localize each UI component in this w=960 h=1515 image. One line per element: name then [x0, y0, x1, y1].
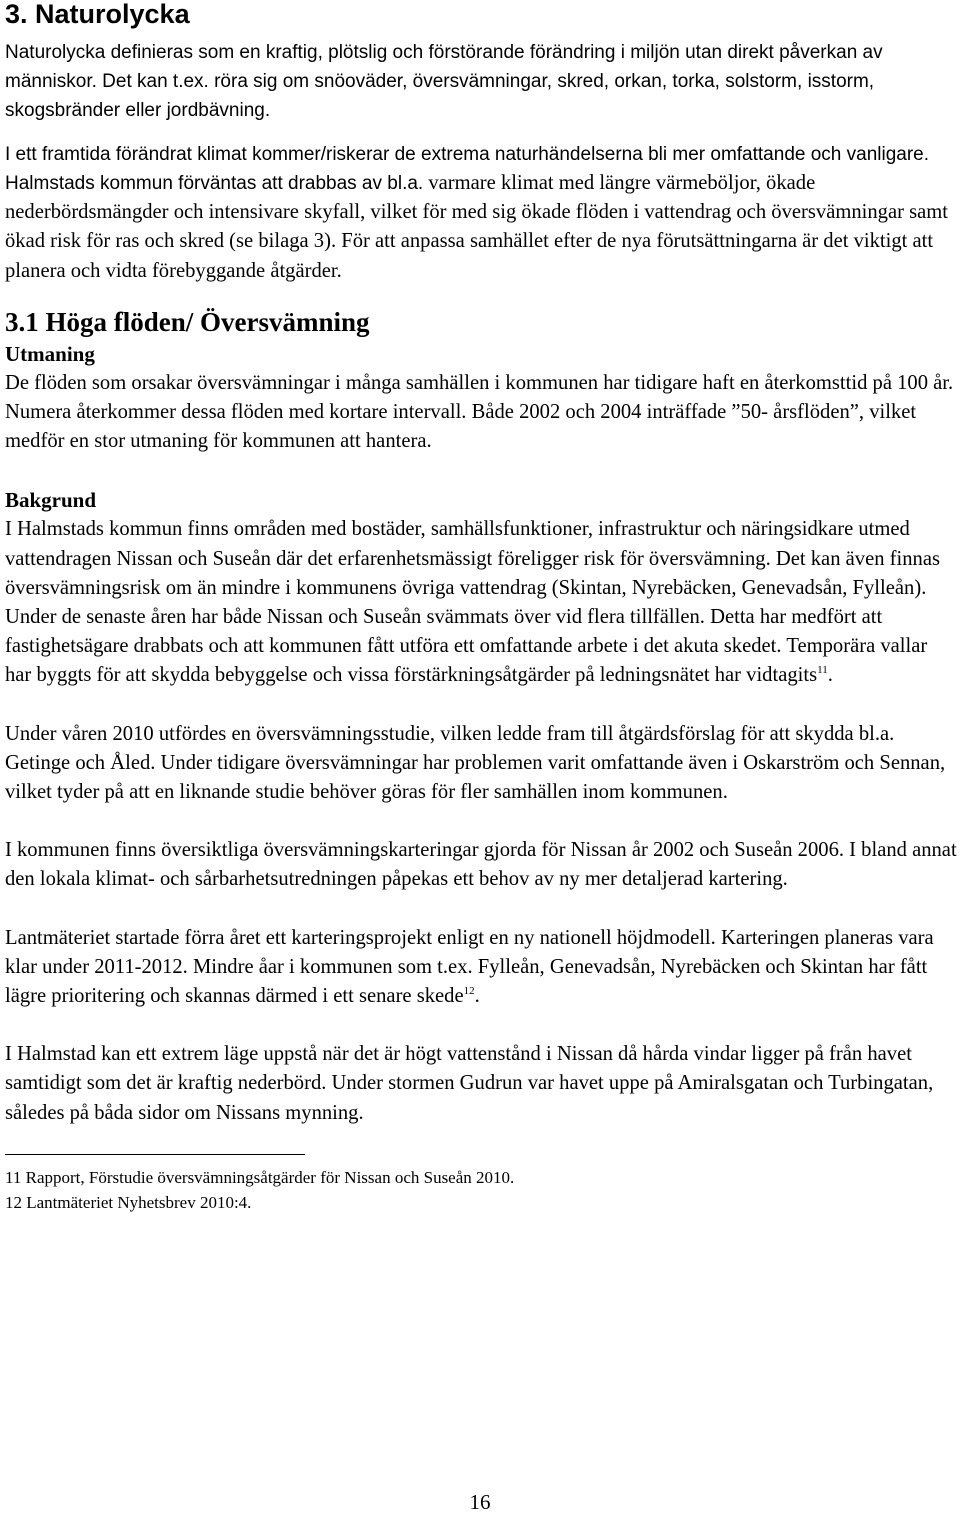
paragraph-lantmateriet-text: Lantmäteriet startade förra året ett karteringsprojekt enligt en ny nationell höjdmodell. Karteringen planeras vara klar under 2011-2012. Mindre åar i kommunen som t.ex. Fylleån, Genevadsån, Nyrebäcken och Skintan har fått lägre prioritering och skannas därmed i ett senare skede: [5, 926, 934, 1008]
footnote-ref-11: 11: [817, 664, 828, 677]
page-number: 16: [469, 1490, 491, 1514]
subheading-utmaning: Utmaning: [5, 341, 95, 366]
paragraph-storm: I Halmstad kan ett extrem läge uppstå när det är högt vattenstånd i Nissan då hårda vindar ligger på från havet samtidigt som det är kraftig nederbörd. Under stormen Gudrun var havet uppe på Amiralsgatan och Turbingatan, således på båda sidor om Nissans mynning.: [5, 1043, 934, 1124]
paragraph-lantmateriet-end: .: [474, 985, 480, 1008]
document-page: [5, 0, 957, 1215]
paragraph-kartering: I kommunen finns översiktliga översvämningskarteringar gjorda för Nissan år 2002 och Suseån 2006. I bland annat den lokala klimat- och sårbarhetsutredningen påpekas ett behov av ny mer detaljerad kartering.: [5, 839, 957, 891]
bakgrund-paragraph-2-text: Under de senaste åren har både Nissan och Suseån svämmats över vid flera tillfällen. Detta har medfört att fastighetsägare drabbats och att kommunen fått utföra ett omfattande arbete i det akuta skedet. Temporära vallar har byggts för att skydda bebyggelse och vissa förstärkningsåtgärder på ledningsnätet har vidtagits: [5, 606, 928, 687]
intro-paragraph-2: [5, 140, 957, 286]
section-heading: 3.1 Höga flöden/ Översvämning: [5, 306, 370, 337]
footnote-ref-12: 12: [463, 985, 475, 998]
bakgrund-paragraph-1: I Halmstads kommun finns områden med bostäder, samhällsfunktioner, infrastruktur och näringsidkare utmed vattendragen Nissan och Suseån där det erfarenhetsmässigt föreligger risk för översvämning. Det kan även finnas översvämningsrisk om än mindre i kommunens övriga vattendrag (Skintan, Nyrebäcken, Genevadsån, Fylleån).: [5, 518, 940, 599]
bakgrund-paragraph-2-end: .: [827, 664, 833, 687]
footnote-11: 11 Rapport, Förstudie översvämningsåtgärder för Nissan och Suseån 2010.: [5, 1167, 515, 1187]
intro-paragraph-2-serif: varmare klimat med längre värmeböljor, ökade nederbördsmängder och intensivare skyfall, vilket för med sig ökade flöden i vattendrag och översvämningar samt ökad risk för ras och skred (se bilaga 3). För att anpassa samhället efter de nya förutsättningarna är det viktigt att planera och vidta förebyggande åtgärder.: [5, 172, 949, 282]
subheading-bakgrund: Bakgrund: [5, 488, 97, 513]
footnotes: [5, 1165, 957, 1215]
footnote-12: 12 Lantmäteriet Nyhetsbrev 2010:4.: [5, 1192, 252, 1212]
bakgrund-paragraph-2: [5, 603, 957, 691]
intro-paragraph-2-sans: I ett framtida förändrat klimat kommer/riskerar de extrema naturhändelserna bli mer omfattande och vanligare. Halmstads kommun förväntas att drabbas av bl.a.: [5, 144, 930, 194]
utmaning-paragraph: De flöden som orsakar översvämningar i många samhällen i kommunen har tidigare haft en återkomsttid på 100 år. Numera återkommer dessa flöden med kortare intervall. Både 2002 och 2004 inträffade ”50- årsflöden”, vilket medför en stor utmaning för kommunen att hantera.: [5, 371, 954, 453]
footnote-divider: [5, 1154, 305, 1155]
chapter-heading: 3. Naturolycka: [5, 0, 190, 29]
paragraph-2010-study: Under våren 2010 utfördes en översvämningsstudie, vilken ledde fram till åtgärdsförslag för att skydda bl.a. Getinge och Åled. Under tidigare översvämningar har problemen varit omfattande även i Oskarström och Sennan, vilket tyder på att en liknande studie behöver göras för fler samhällen inom kommunen.: [5, 722, 946, 804]
paragraph-lantmateriet: [5, 924, 957, 1012]
intro-paragraph-1: Naturolycka definieras som en kraftig, plötslig och förstörande förändring i miljön utan direkt påverkan av människor. Det kan t.ex. röra sig om snöoväder, översvämningar, skred, orkan, torka, solstorm, isstorm, skogsbränder eller jordbävning.: [5, 42, 883, 121]
